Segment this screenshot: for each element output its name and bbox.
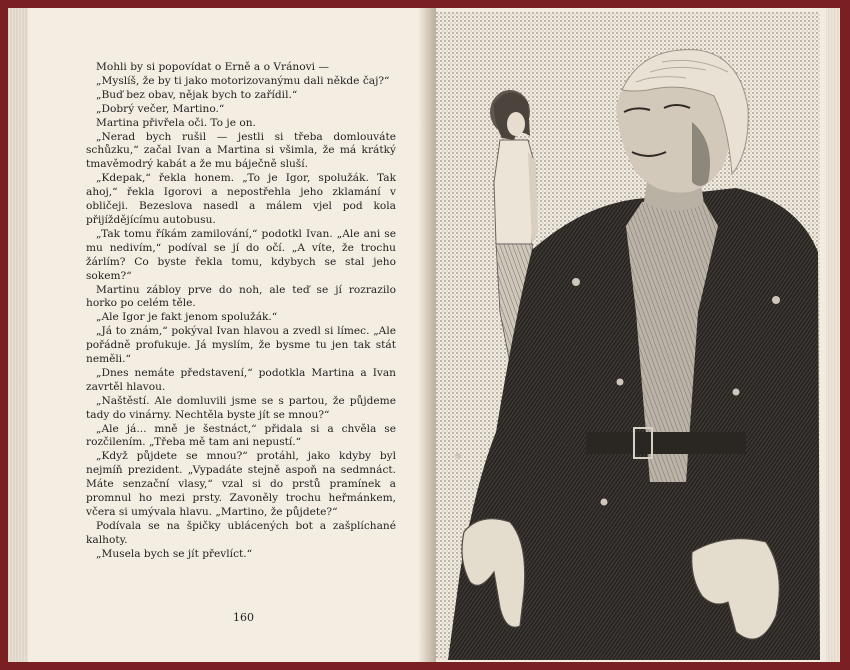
page-edges-left <box>8 8 28 662</box>
paragraph: „Myslíš, že by ti jako motorizovanýmu dali někde čaj?“ <box>96 74 390 87</box>
paragraph: Podívala se na špičky ublácených bot a zašplíchané kalhoty. <box>86 519 396 546</box>
paragraph: „Dobrý večer, Martino.“ <box>96 102 225 115</box>
paragraph: „Musela bych se jít převlíct.“ <box>96 547 253 560</box>
paragraph: „Když půjdete se mnou?“ protáhl, jako kdyby byl nejmíň prezident. „Vypadáte stejně aspoň na sedmnáct. Máte senzační vlasy,“ vzal si do prstů pramínek a promnul ho mezi prsty. Zavoněly trochu heřmánkem, včera si umývala hlavu. „Martino, že půjdete?“ <box>86 450 396 518</box>
paragraph: „Naštěstí. Ale domluvili jsme se s partou, že půjdeme tady do vinárny. Nechtěla byste jít se mnou?“ <box>86 394 396 421</box>
body-text <box>86 61 396 562</box>
page-number: 160 <box>233 611 254 624</box>
paragraph: „Tak tomu říkám zamilování,“ podotkl Ivan. „Ale ani se mu nedivím,“ podíval se jí do očí. „A víte, že trochu žárlím? Co byste řekla tomu, kdybych se stal jeho sokem?“ <box>86 227 396 282</box>
paragraph: „Buď bez obav, nějak bych to zařídil.“ <box>96 88 298 101</box>
paragraph: Martina přivřela oči. To je on. <box>96 116 256 129</box>
paragraph: „Ale já... mně je šestnáct,“ přidala si a chvěla se rozčilením. „Třeba mě tam ani nepustí.“ <box>86 422 396 449</box>
paragraph: Mohli by si popovídat o Erně a o Vránovi — <box>96 61 329 73</box>
paragraph: „Nerad bych rušil — jestli si třeba domlouváte schůzku,“ začal Ivan a Martina si všimla, že má krátký tmavěmodrý kabát a že mu báječně sluší. <box>86 130 396 171</box>
paragraph: „Dnes nemáte představení,“ podotkla Martina a Ivan zavrtěl hlavou. <box>86 366 396 393</box>
book-gutter <box>418 8 436 662</box>
book-spread <box>8 8 840 662</box>
paragraph: „Ale Igor je fakt jenom spolužák.“ <box>96 311 278 324</box>
right-page <box>436 8 840 662</box>
paragraph: „Kdepak,“ řekla honem. „To je Igor, spolužák. Tak ahoj,“ řekla Igorovi a nepostřehla jeho zklamání v obličeji. Bezeslova nasedl a málem vjel pod kola přijíždějícímu autobusu. <box>86 172 396 226</box>
illustration <box>436 12 820 660</box>
page-edges-right <box>826 8 840 662</box>
paragraph: „Já to znám,“ pokýval Ivan hlavou a zvedl si límec. „Ale pořádně profukuje. Já myslím, že bysme tu jen tak stát neměli.“ <box>86 325 396 366</box>
paragraph: Martinu zábloy prve do noh, ale teď se jí rozrazilo horko po celém těle. <box>86 283 396 310</box>
